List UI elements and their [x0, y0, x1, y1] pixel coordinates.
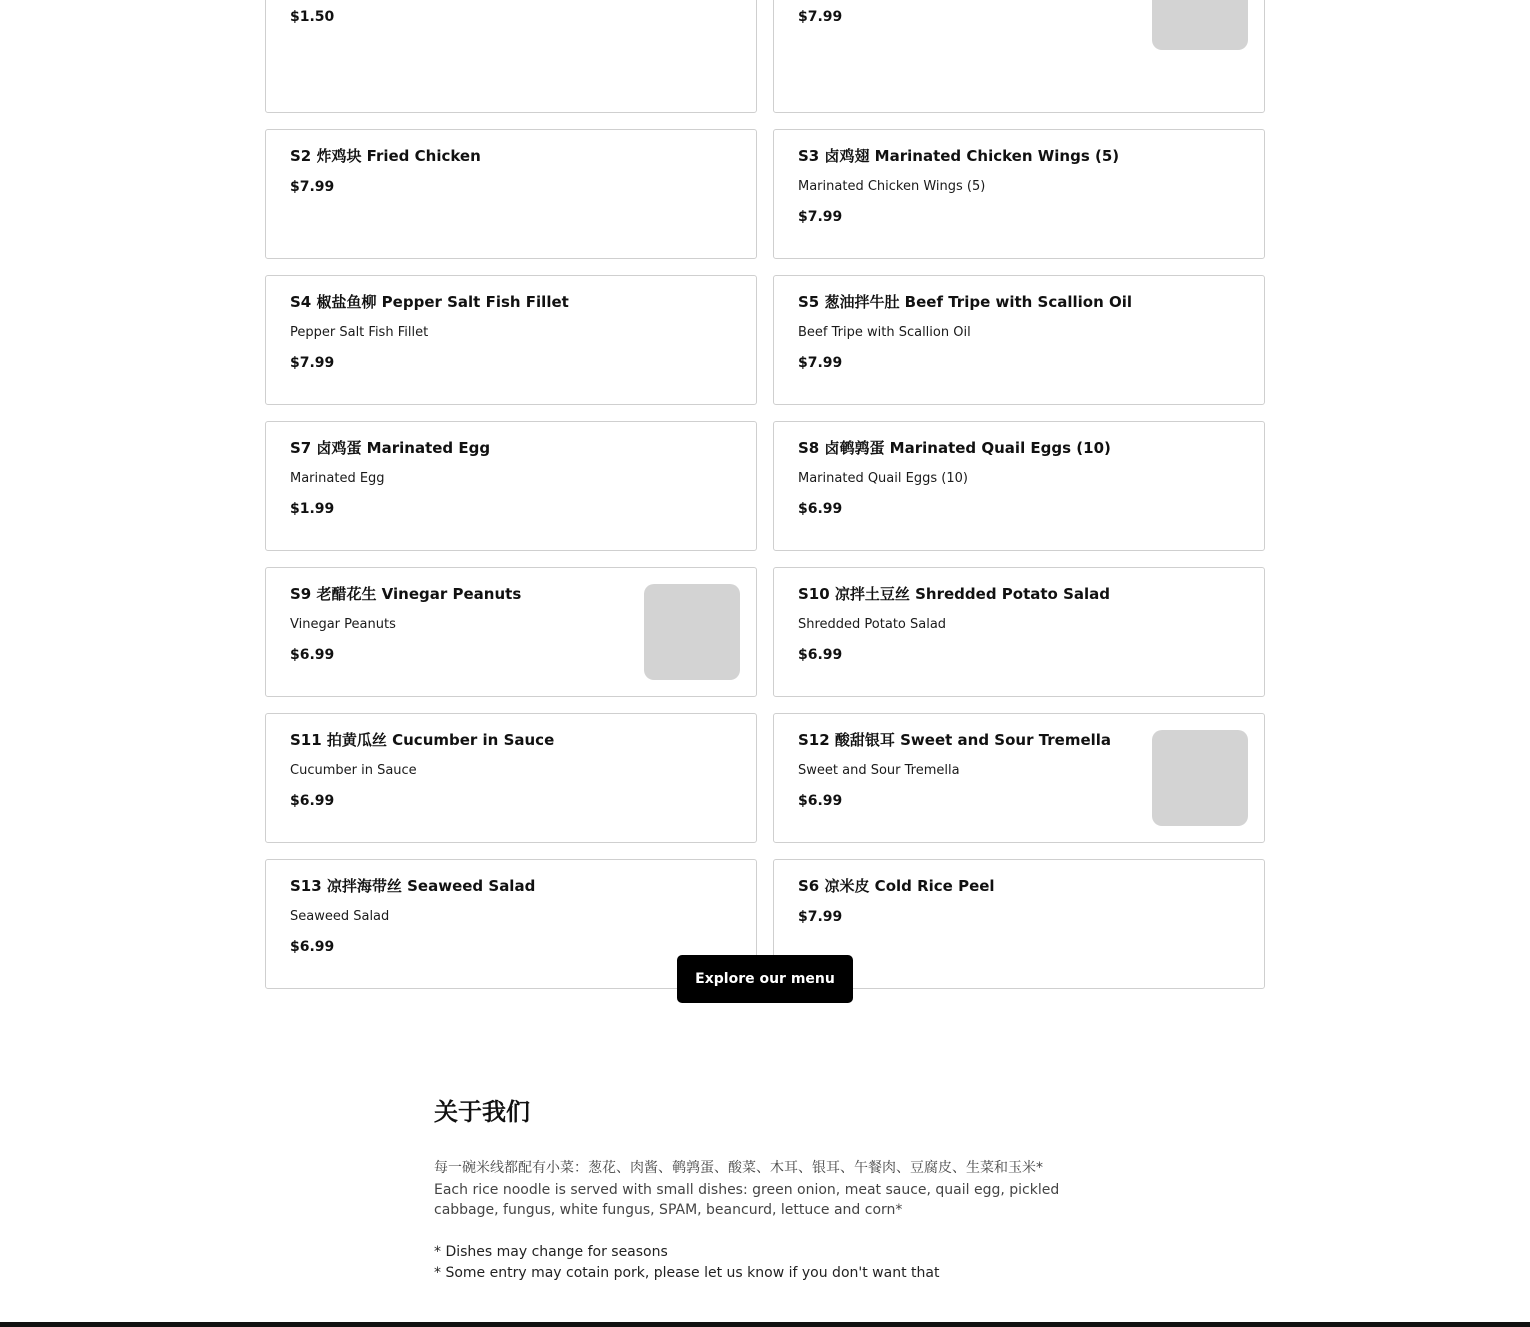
menu-item-price: $1.99	[290, 501, 335, 517]
menu-item-description: Marinated Egg	[290, 471, 385, 486]
pork-note: * Some entry may cotain pork, please let us know if you don't want that	[434, 1265, 940, 1281]
menu-item-price: $1.50	[290, 9, 335, 25]
menu-item-card[interactable]	[773, 0, 1265, 113]
explore-menu-button[interactable]: Explore our menu	[677, 955, 853, 1003]
menu-item-description: Pepper Salt Fish Fillet	[290, 325, 429, 340]
menu-item-price: $7.99	[290, 355, 335, 371]
menu-item-price: $7.99	[798, 209, 843, 225]
menu-item-name: S12 酸甜银耳 Sweet and Sour Tremella	[798, 731, 1112, 749]
menu-item-name: S7 卤鸡蛋 Marinated Egg	[290, 439, 491, 457]
menu-item-description: Marinated Quail Eggs (10)	[798, 471, 968, 486]
about-section	[434, 1096, 1074, 1284]
menu-item-description: Seaweed Salad	[290, 909, 390, 924]
menu-item-description: Vinegar Peanuts	[290, 617, 396, 632]
menu-item-price: $6.99	[798, 647, 843, 663]
menu-item-name: S5 葱油拌牛肚 Beef Tripe with Scallion Oil	[798, 293, 1133, 311]
menu-item-price: $6.99	[290, 793, 335, 809]
menu-item-price: $7.99	[798, 9, 843, 25]
menu-item-price: $7.99	[798, 909, 843, 925]
menu-item-price: $7.99	[290, 179, 335, 195]
about-text-english: Each rice noodle is served with small dishes: green onion, meat sauce, quail egg, pickled cabbage, fungus, white fungus, SPAM, beancurd, lettuce and corn*	[434, 1182, 1060, 1218]
menu-item-card[interactable]	[773, 275, 1265, 405]
menu-item-card[interactable]	[773, 129, 1265, 259]
menu-item-name: S9 老醋花生 Vinegar Peanuts	[290, 585, 522, 603]
menu-grid	[265, 0, 1265, 989]
menu-item-card[interactable]	[265, 567, 757, 697]
about-title: 关于我们	[434, 1098, 530, 1126]
menu-item-description: Shredded Potato Salad	[798, 617, 947, 632]
menu-item-image	[1152, 0, 1248, 50]
menu-item-card[interactable]	[773, 567, 1265, 697]
menu-item-name: S2 炸鸡块 Fried Chicken	[290, 147, 481, 165]
menu-item-name: S13 凉拌海带丝 Seaweed Salad	[290, 877, 536, 895]
menu-item-description: Sweet and Sour Tremella	[798, 763, 960, 778]
menu-item-image	[1152, 730, 1248, 826]
menu-item-name: S10 凉拌土豆丝 Shredded Potato Salad	[798, 585, 1110, 603]
menu-item-price: $6.99	[290, 647, 335, 663]
menu-item-card[interactable]	[265, 129, 757, 259]
menu-item-name: S8 卤鹌鹑蛋 Marinated Quail Eggs (10)	[798, 439, 1111, 457]
menu-item-name: S4 椒盐鱼柳 Pepper Salt Fish Fillet	[290, 293, 569, 311]
menu-item-card[interactable]	[265, 421, 757, 551]
menu-item-image	[644, 584, 740, 680]
about-notes	[434, 1242, 1074, 1284]
footer-divider	[0, 1322, 1530, 1327]
menu-item-price: $6.99	[290, 939, 335, 955]
menu-item-price: $6.99	[798, 501, 843, 517]
menu-item-card[interactable]	[265, 713, 757, 843]
season-note: * Dishes may change for seasons	[434, 1244, 668, 1260]
menu-item-description: Marinated Chicken Wings (5)	[798, 179, 986, 194]
about-text-chinese: 每一碗米线都配有小菜：葱花、肉酱、鹌鹑蛋、酸菜、木耳、银耳、午餐肉、豆腐皮、生菜和玉米*	[434, 1160, 1043, 1176]
menu-item-name: S11 拍黄瓜丝 Cucumber in Sauce	[290, 731, 555, 749]
menu-item-card[interactable]	[773, 713, 1265, 843]
menu-item-price: $6.99	[798, 793, 843, 809]
menu-item-card[interactable]	[773, 421, 1265, 551]
menu-item-description: Cucumber in Sauce	[290, 763, 417, 778]
menu-item-name: S3 卤鸡翅 Marinated Chicken Wings (5)	[798, 147, 1120, 165]
menu-item-description: Beef Tripe with Scallion Oil	[798, 325, 971, 340]
menu-item-name: S6 凉米皮 Cold Rice Peel	[798, 877, 995, 895]
menu-item-card[interactable]	[265, 0, 757, 113]
menu-item-price: $7.99	[798, 355, 843, 371]
menu-item-card[interactable]	[265, 275, 757, 405]
